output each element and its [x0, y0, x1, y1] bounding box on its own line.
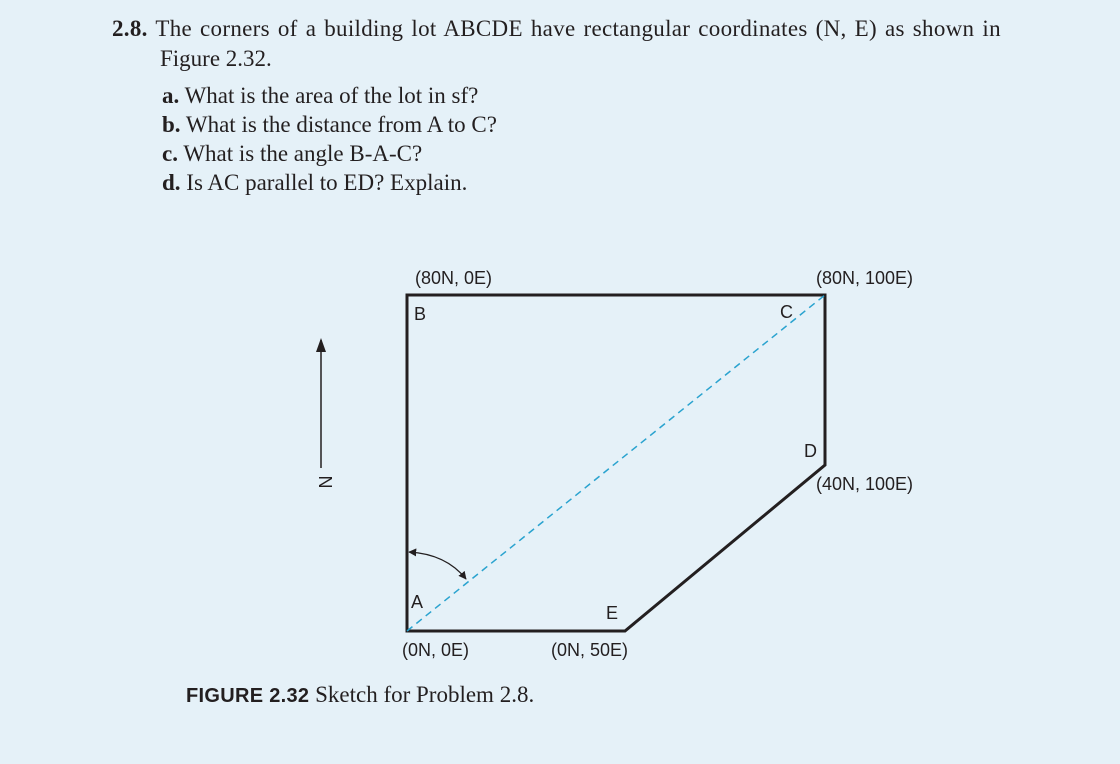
point-a-label: A [411, 592, 424, 612]
point-b-label: B [414, 304, 427, 324]
north-label: N [315, 475, 336, 489]
problem-statement-line2: Figure 2.32. [160, 46, 272, 71]
point-d-coord: (40N, 100E) [816, 474, 914, 494]
north-arrow-head-icon [316, 338, 326, 352]
point-c-coord: (80N, 100E) [816, 268, 914, 288]
figure-caption-label: FIGURE 2.32 [186, 685, 310, 707]
angle-bac-arc [409, 552, 466, 579]
point-b-coord: (80N, 0E) [415, 268, 493, 288]
point-e-label: E [606, 603, 619, 623]
diagonal-ac [407, 295, 825, 631]
part-text: What is the area of the lot in sf? [184, 83, 479, 108]
part-text: What is the angle B-A-C? [183, 141, 423, 166]
problem-number: 2.8. [112, 16, 148, 41]
north-arrow [316, 338, 336, 489]
point-a-coord: (0N, 0E) [402, 640, 470, 660]
part-text: Is AC parallel to ED? Explain. [186, 170, 468, 195]
part-text: What is the distance from A to C? [185, 112, 497, 137]
part-label: a. [162, 83, 180, 108]
point-e-coord: (0N, 50E) [551, 640, 629, 660]
point-d-label: D [804, 441, 817, 461]
figure-caption [186, 682, 534, 708]
part-label: c. [162, 141, 178, 166]
part-label: b. [162, 112, 181, 137]
point-c-label: C [780, 302, 793, 322]
problem-statement-line1: The corners of a building lot ABCDE have rectangular coordinates (N, E) as shown in [155, 16, 1001, 41]
part-label: d. [162, 170, 181, 195]
figure-caption-text: Sketch for Problem 2.8. [315, 682, 535, 707]
